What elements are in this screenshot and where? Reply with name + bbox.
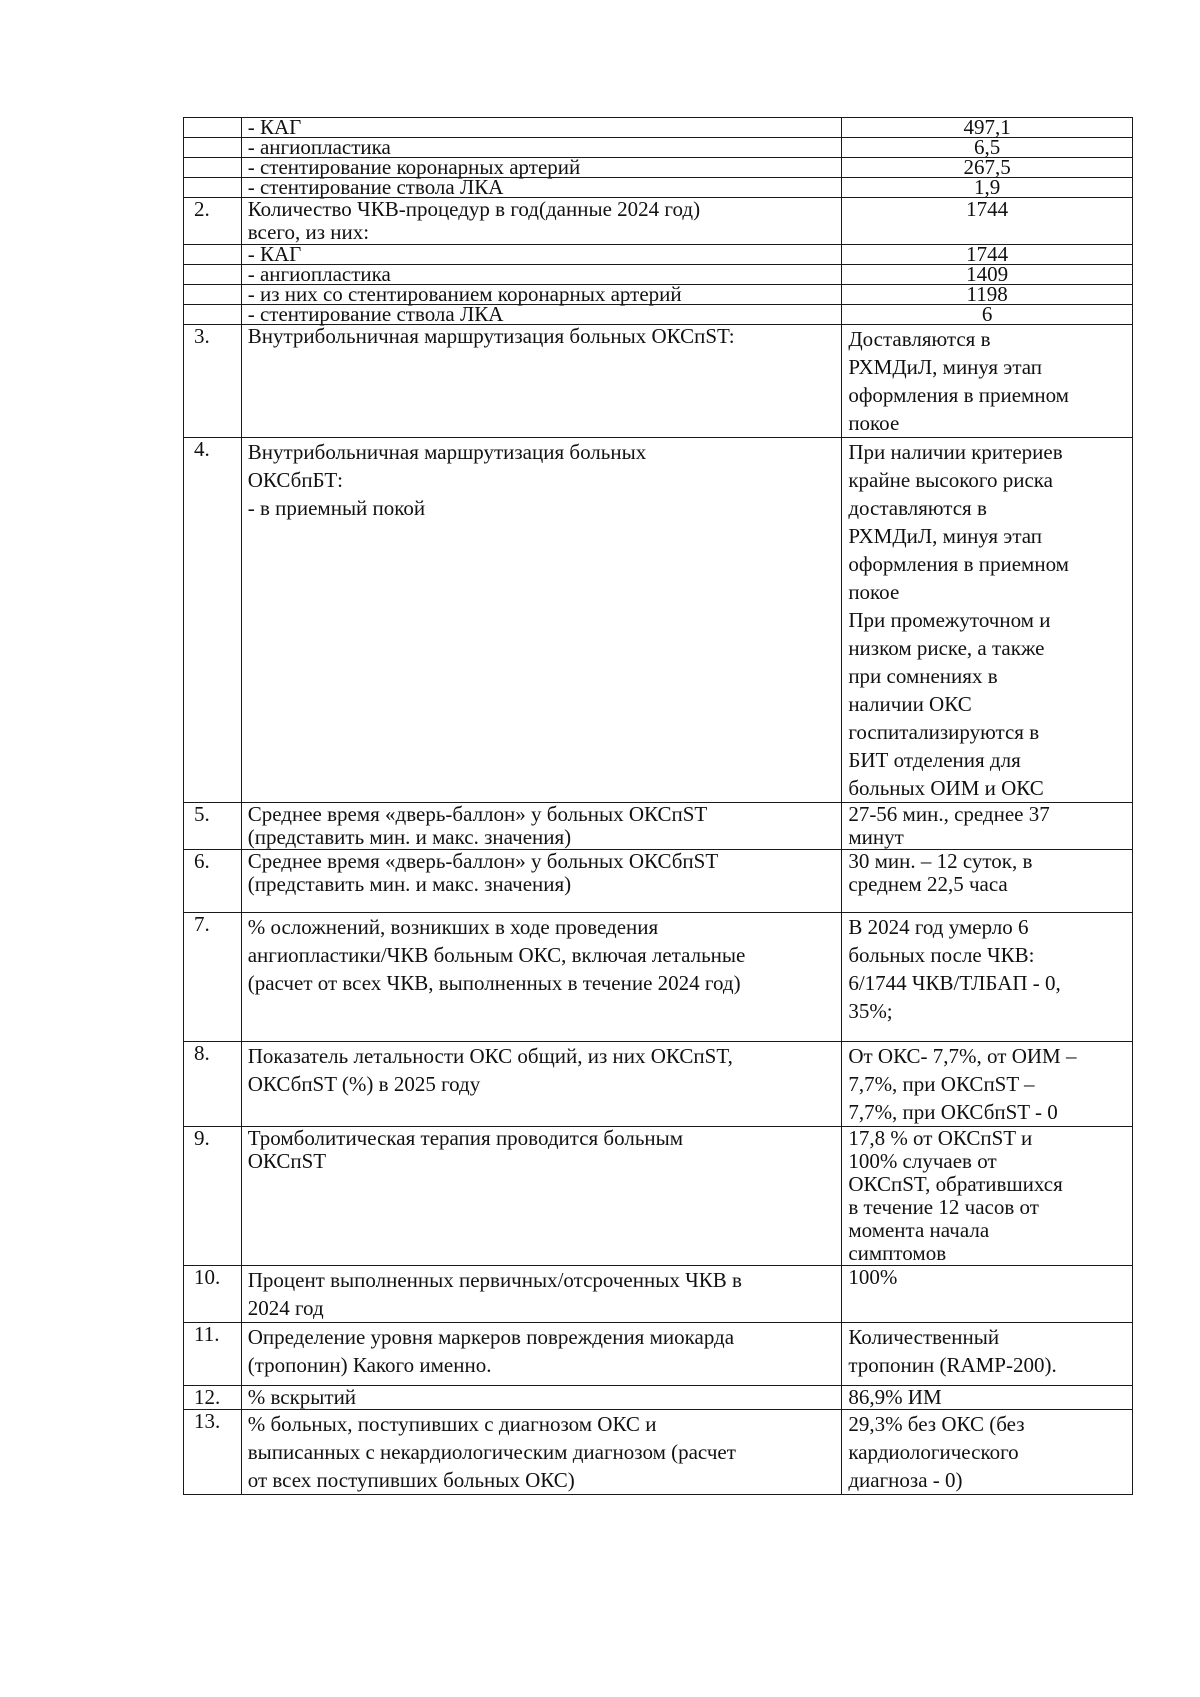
row-description: - КАГ — [241, 245, 842, 265]
table-row — [184, 1410, 1133, 1495]
row-description: Тромболитическая терапия проводится больным ОКСпST — [241, 1127, 842, 1266]
row-value: 27-56 мин., среднее 37 минут — [842, 803, 1133, 850]
table-row — [184, 1042, 1133, 1127]
row-number: 3. — [184, 325, 242, 438]
table-row — [184, 913, 1133, 1042]
row-description: Среднее время «дверь-баллон» у больных ОКСпST (представить мин. и макс. значения) — [241, 803, 842, 850]
row-value: 497,1 — [842, 118, 1133, 138]
row-description: % осложнений, возникших в ходе проведения ангиопластики/ЧКВ больным ОКС, включая летальные (расчет от всех ЧКВ, выполненных в течение 2024 год) — [241, 913, 842, 1042]
row-value: Количественный тропонин (RAMP-200). — [842, 1323, 1133, 1386]
row-number: 6. — [184, 850, 242, 913]
row-description: Внутрибольничная маршрутизация больных ОКСбпБТ: - в приемный покой — [241, 438, 842, 803]
row-number: 5. — [184, 803, 242, 850]
row-value: 1409 — [842, 265, 1133, 285]
row-description: - стентирование коронарных артерий — [241, 158, 842, 178]
table-row — [184, 178, 1133, 198]
table-row — [184, 803, 1133, 850]
row-number — [184, 265, 242, 285]
row-number: 11. — [184, 1323, 242, 1386]
row-number: 8. — [184, 1042, 242, 1127]
row-value: В 2024 год умерло 6 больных после ЧКВ: 6/1744 ЧКВ/ТЛБАП - 0, 35%; — [842, 913, 1133, 1042]
row-number — [184, 285, 242, 305]
row-description: - из них со стентированием коронарных артерий — [241, 285, 842, 305]
row-value: Доставляются в РХМДиЛ, минуя этап оформления в приемном покое — [842, 325, 1133, 438]
row-value: 1,9 — [842, 178, 1133, 198]
row-description: - стентирование ствола ЛКА — [241, 178, 842, 198]
statistics-table — [183, 117, 1133, 1495]
row-description: Количество ЧКВ-процедур в год(данные 2024 год) всего, из них: — [241, 198, 842, 245]
row-description: Среднее время «дверь-баллон» у больных ОКСбпST (представить мин. и макс. значения) — [241, 850, 842, 913]
row-number: 7. — [184, 913, 242, 1042]
row-value: 30 мин. – 12 суток, в среднем 22,5 часа — [842, 850, 1133, 913]
row-description: % вскрытий — [241, 1386, 842, 1410]
row-value: 6,5 — [842, 138, 1133, 158]
row-description: Процент выполненных первичных/отсроченных ЧКВ в 2024 год — [241, 1266, 842, 1323]
row-description: - ангиопластика — [241, 138, 842, 158]
row-number: 12. — [184, 1386, 242, 1410]
row-value: 1744 — [842, 245, 1133, 265]
row-number: 13. — [184, 1410, 242, 1495]
row-number — [184, 118, 242, 138]
row-description: - КАГ — [241, 118, 842, 138]
row-description: Определение уровня маркеров повреждения миокарда (тропонин) Какого именно. — [241, 1323, 842, 1386]
row-value: 100% — [842, 1266, 1133, 1323]
table-row — [184, 325, 1133, 438]
row-number — [184, 138, 242, 158]
row-value: 29,3% без ОКС (без кардиологического диагноза - 0) — [842, 1410, 1133, 1495]
row-number: 9. — [184, 1127, 242, 1266]
table-row — [184, 305, 1133, 325]
row-value: 267,5 — [842, 158, 1133, 178]
row-description: - стентирование ствола ЛКА — [241, 305, 842, 325]
table-row — [184, 850, 1133, 913]
table-row — [184, 1266, 1133, 1323]
row-number — [184, 245, 242, 265]
row-number — [184, 158, 242, 178]
row-value: От ОКС- 7,7%, от ОИМ – 7,7%, при ОКСпST – 7,7%, при ОКСбпST - 0 — [842, 1042, 1133, 1127]
row-number: 4. — [184, 438, 242, 803]
table-row — [184, 1386, 1133, 1410]
row-number — [184, 305, 242, 325]
row-description: - ангиопластика — [241, 265, 842, 285]
row-value: 86,9% ИМ — [842, 1386, 1133, 1410]
row-number — [184, 178, 242, 198]
row-description: Внутрибольничная маршрутизация больных ОКСпST: — [241, 325, 842, 438]
table-row — [184, 1323, 1133, 1386]
row-value: 1744 — [842, 198, 1133, 245]
row-value: 1198 — [842, 285, 1133, 305]
row-description: Показатель летальности ОКС общий, из них ОКСпST, ОКСбпST (%) в 2025 году — [241, 1042, 842, 1127]
table-row — [184, 198, 1133, 245]
table-row — [184, 438, 1133, 803]
table-row — [184, 1127, 1133, 1266]
row-value: При наличии критериев крайне высокого риска доставляются в РХМДиЛ, минуя этап оформления в приемном покое При промежуточном и низком риске, а также при сомнениях в наличии ОКС госпитализируются в БИТ отделения для больных ОИМ и ОКС — [842, 438, 1133, 803]
row-description: % больных, поступивших с диагнозом ОКС и выписанных с некардиологическим диагнозом (расчет от всех поступивших больных ОКС) — [241, 1410, 842, 1495]
row-value: 6 — [842, 305, 1133, 325]
row-number: 2. — [184, 198, 242, 245]
row-value: 17,8 % от ОКСпST и 100% случаев от ОКСпST, обратившихся в течение 12 часов от момента начала симптомов — [842, 1127, 1133, 1266]
row-number: 10. — [184, 1266, 242, 1323]
